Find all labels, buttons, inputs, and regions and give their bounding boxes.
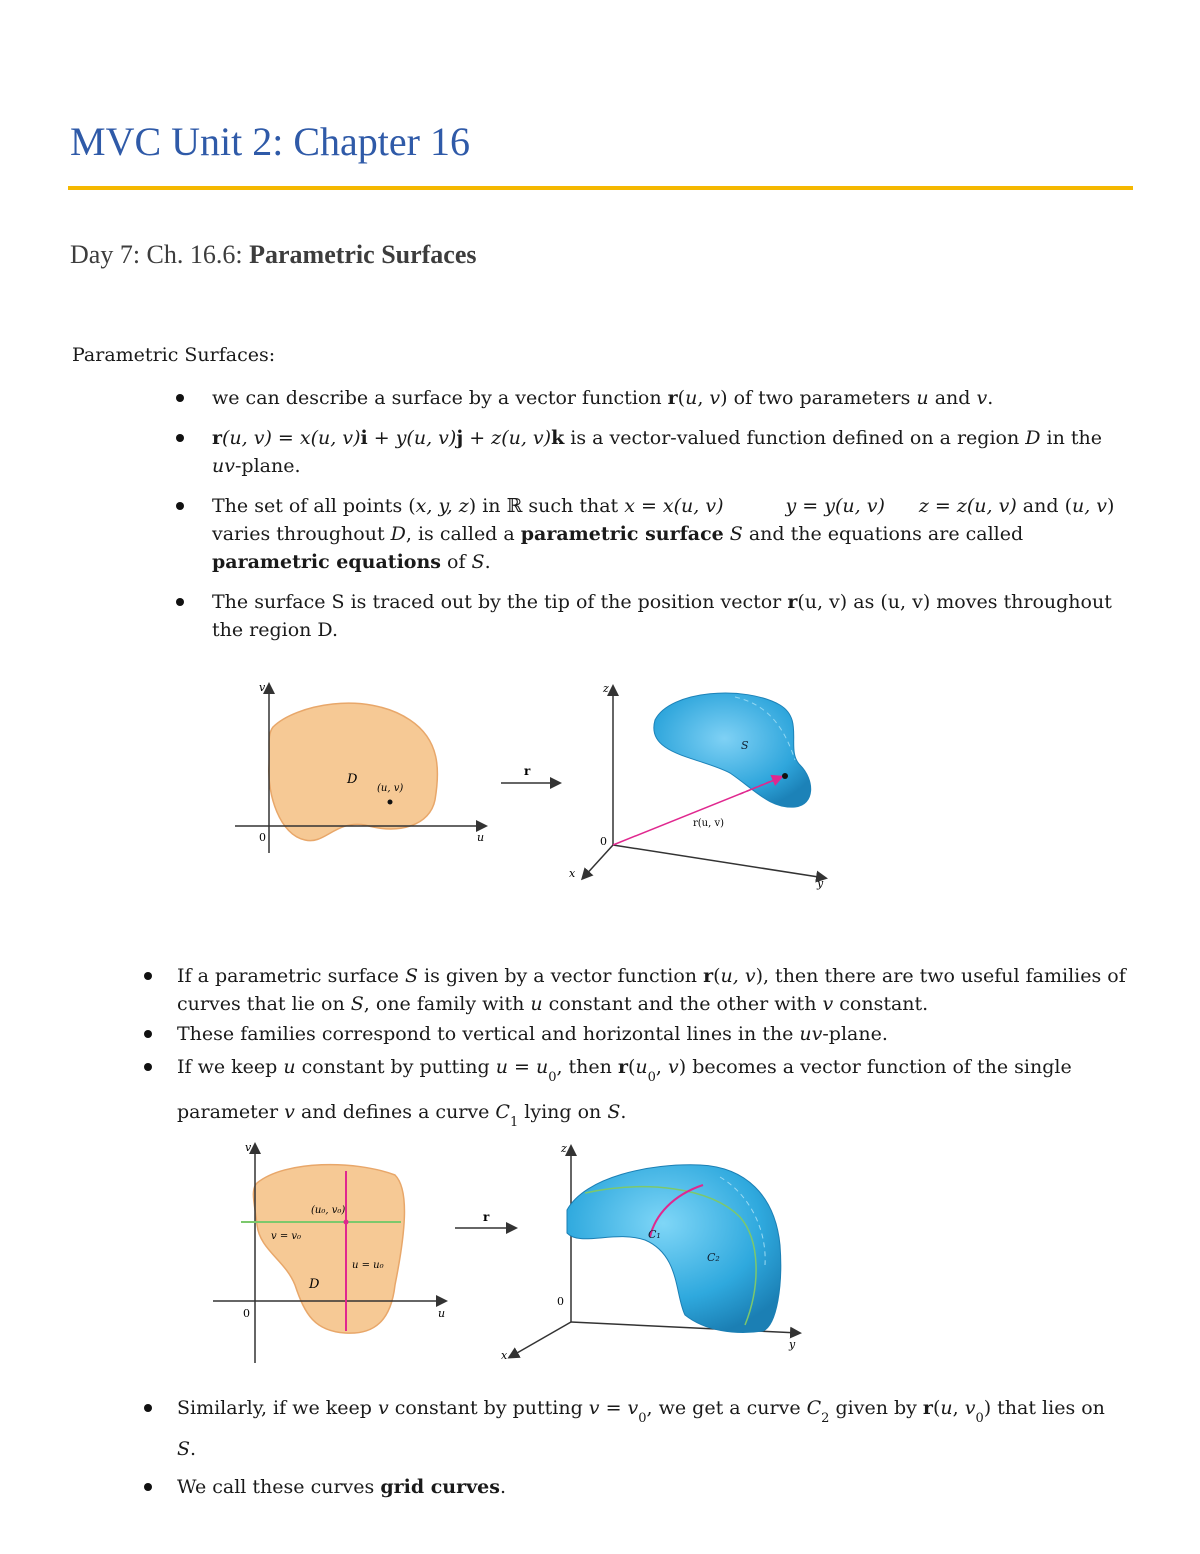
grid-curve-list [177, 962, 1127, 1142]
point-u0v0 [344, 1220, 349, 1225]
x-axis [583, 845, 613, 878]
list-item: These families correspond to vertical and horizontal lines in the uv-plane. [177, 1020, 1127, 1048]
list-item: If a parametric surface S is given by a vector function r(u, v), then there are two useful families of curves that lie on S, one family with u constant and the other with v constant. [177, 962, 1127, 1018]
bullet-icon [176, 394, 184, 402]
grid-curves-figure [205, 1135, 825, 1365]
list-item: Similarly, if we keep v constant by putting $v = v_0$, we get a curve $C_2$ given by r(u, $v_0$) that lies on S. [177, 1393, 1127, 1464]
v-const-label: v = v₀ [271, 1231, 302, 1242]
x-axis-label: x [569, 867, 576, 880]
curve-C2-label: C₂ [707, 1251, 720, 1264]
x-axis [510, 1322, 571, 1357]
point-on-surface [782, 773, 788, 779]
bullet-icon [176, 502, 184, 510]
surface-label: S [741, 739, 749, 752]
day-heading: Day 7: Ch. 16.6: Parametric Surfaces [70, 240, 477, 269]
list-item: The surface S is traced out by the tip of the position vector r(u, v) as (u, v) moves throughout the region D. [212, 588, 1132, 644]
point-uv [388, 800, 393, 805]
y-axis-label: y [817, 877, 824, 890]
list-item: The set of all points (x, y, z) in ℝ such that x = x(u, v) y = y(u, v) z = z(u, v) and (u, v) varies throughout D, is called a parametric surface S and the equations are called parametric equations of S. [212, 492, 1132, 576]
bullet-icon [144, 972, 152, 980]
z-axis-label: z [561, 1142, 567, 1155]
v-axis-label: v [245, 1141, 252, 1154]
surface-S [654, 693, 811, 807]
page-title: MVC Unit 2: Chapter 16 [70, 119, 470, 164]
mapping-label: r [483, 1210, 490, 1224]
list-item: If we keep u constant by putting $u = u_0$, then $r(u_0$, v) becomes a vector function of the single parameter v and defines a curve $C_1$ lying on S. [177, 1050, 1127, 1140]
region-label: D [347, 772, 358, 787]
bullet-icon [176, 598, 184, 606]
u-const-label: u = u₀ [352, 1260, 384, 1271]
definition-list [212, 384, 1132, 656]
section-label: Parametric Surfaces: [72, 344, 276, 366]
mapping-label: r [524, 764, 531, 778]
list-item: r(u, v) = x(u, v)i + y(u, v)j + z(u, v)k is a vector-valued function defined on a region D in the uv-plane. [212, 424, 1132, 480]
point-label: (u₀, v₀) [311, 1205, 346, 1216]
x-axis-label: x [501, 1349, 508, 1362]
u-axis-label: u [477, 831, 485, 844]
region-label: D [309, 1277, 320, 1292]
origin-label: 0 [259, 831, 266, 844]
v-axis-label: v [259, 681, 266, 694]
origin-label-3d: 0 [600, 835, 607, 848]
bullet-icon [144, 1030, 152, 1038]
list-item: We call these curves grid curves. [177, 1473, 1127, 1501]
point-label: (u, v) [377, 783, 404, 794]
region-D [253, 1165, 404, 1334]
bullet-icon [176, 434, 184, 442]
parametric-surface-figure [225, 675, 845, 890]
curve-C1-label: C₁ [648, 1228, 661, 1241]
title-divider [68, 186, 1133, 190]
list-item: we can describe a surface by a vector function r(u, v) of two parameters u and v. [212, 384, 1132, 412]
bullet-icon [144, 1483, 152, 1491]
vector-label: r(u, v) [693, 818, 725, 829]
origin-label-3d: 0 [557, 1295, 564, 1308]
origin-label: 0 [243, 1307, 250, 1320]
y-axis [613, 845, 825, 878]
z-axis-label: z [603, 682, 609, 695]
u-axis-label: u [438, 1307, 446, 1320]
y-axis-label: y [789, 1338, 796, 1351]
closing-list [177, 1393, 1127, 1510]
position-vector [613, 779, 777, 845]
bullet-icon [144, 1404, 152, 1412]
bullet-icon [144, 1063, 152, 1071]
